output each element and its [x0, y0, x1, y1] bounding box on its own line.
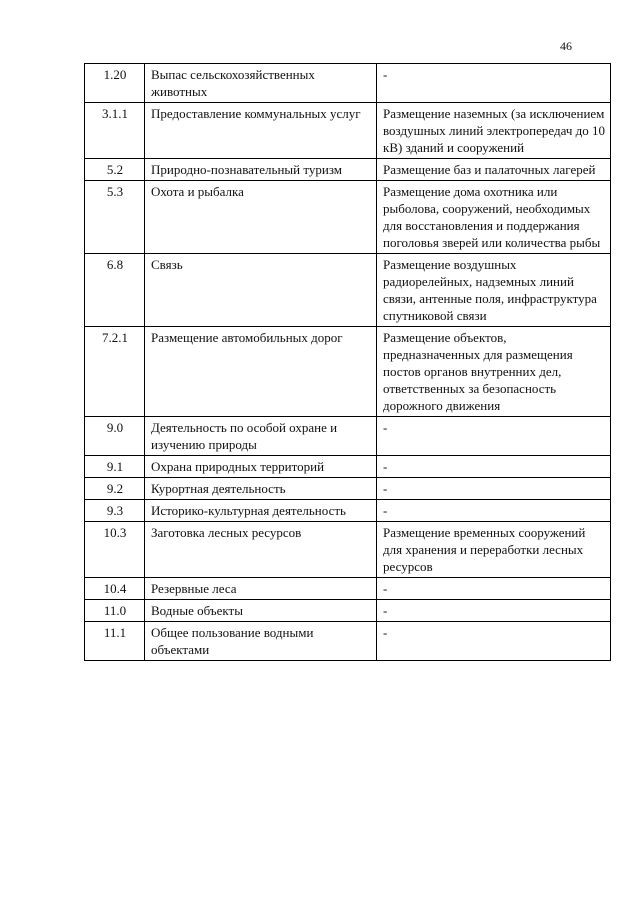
- table-row: [85, 254, 611, 327]
- table-row: [85, 64, 611, 103]
- activity-type-cell: Связь: [145, 254, 377, 327]
- table-row: [85, 578, 611, 600]
- table-row: [85, 417, 611, 456]
- permitted-objects-cell: -: [377, 478, 611, 500]
- activity-code-cell: 9.2: [85, 478, 145, 500]
- activity-code-cell: 7.2.1: [85, 327, 145, 417]
- table-row: [85, 327, 611, 417]
- activity-type-cell: Водные объекты: [145, 600, 377, 622]
- activity-type-cell: Общее пользование водными объектами: [145, 622, 377, 661]
- activity-type-cell: Предоставление коммунальных услуг: [145, 103, 377, 159]
- permitted-objects-cell: Размещение воздушных радиорелейных, надземных линий связи, антенные поля, инфраструктура спутниковой связи: [377, 254, 611, 327]
- permitted-objects-cell: Размещение баз и палаточных лагерей: [377, 159, 611, 181]
- activity-type-cell: Заготовка лесных ресурсов: [145, 522, 377, 578]
- table-row: [85, 478, 611, 500]
- activity-type-cell: Историко-культурная деятельность: [145, 500, 377, 522]
- activity-code-cell: 6.8: [85, 254, 145, 327]
- activity-code-cell: 10.4: [85, 578, 145, 600]
- permitted-objects-cell: Размещение дома охотника или рыболова, сооружений, необходимых для восстановления и поддержания поголовья зверей или количества рыбы: [377, 181, 611, 254]
- permitted-objects-cell: -: [377, 456, 611, 478]
- table-row: [85, 500, 611, 522]
- permitted-objects-cell: -: [377, 64, 611, 103]
- activity-type-cell: Курортная деятельность: [145, 478, 377, 500]
- activity-code-cell: 9.3: [85, 500, 145, 522]
- activity-code-cell: 5.3: [85, 181, 145, 254]
- permitted-objects-cell: Размещение объектов, предназначенных для размещения постов органов внутренних дел, ответственных за безопасность дорожного движения: [377, 327, 611, 417]
- permitted-objects-cell: Размещение наземных (за исключением воздушных линий электропередач до 10 кВ) зданий и сооружений: [377, 103, 611, 159]
- activity-code-cell: 10.3: [85, 522, 145, 578]
- activity-code-cell: 5.2: [85, 159, 145, 181]
- activity-type-cell: Охрана природных территорий: [145, 456, 377, 478]
- activity-code-cell: 3.1.1: [85, 103, 145, 159]
- activity-type-cell: Охота и рыбалка: [145, 181, 377, 254]
- permitted-objects-cell: -: [377, 500, 611, 522]
- table-row: [85, 181, 611, 254]
- permitted-objects-cell: Размещение временных сооружений для хранения и переработки лесных ресурсов: [377, 522, 611, 578]
- table-row: [85, 522, 611, 578]
- activity-code-cell: 9.1: [85, 456, 145, 478]
- table-row: [85, 600, 611, 622]
- table-row: [85, 622, 611, 661]
- page-number: 46: [560, 39, 572, 53]
- activity-code-cell: 1.20: [85, 64, 145, 103]
- permitted-objects-cell: -: [377, 622, 611, 661]
- activity-type-cell: Размещение автомобильных дорог: [145, 327, 377, 417]
- activity-type-cell: Природно-познавательный туризм: [145, 159, 377, 181]
- activity-code-cell: 9.0: [85, 417, 145, 456]
- activity-type-cell: Выпас сельскохозяйственных животных: [145, 64, 377, 103]
- permitted-objects-cell: -: [377, 417, 611, 456]
- table-row: [85, 103, 611, 159]
- table-row: [85, 456, 611, 478]
- activity-type-cell: Резервные леса: [145, 578, 377, 600]
- land-use-table: [84, 63, 611, 661]
- activity-code-cell: 11.1: [85, 622, 145, 661]
- table-row: [85, 159, 611, 181]
- activity-type-cell: Деятельность по особой охране и изучению природы: [145, 417, 377, 456]
- permitted-objects-cell: -: [377, 578, 611, 600]
- activity-code-cell: 11.0: [85, 600, 145, 622]
- permitted-objects-cell: -: [377, 600, 611, 622]
